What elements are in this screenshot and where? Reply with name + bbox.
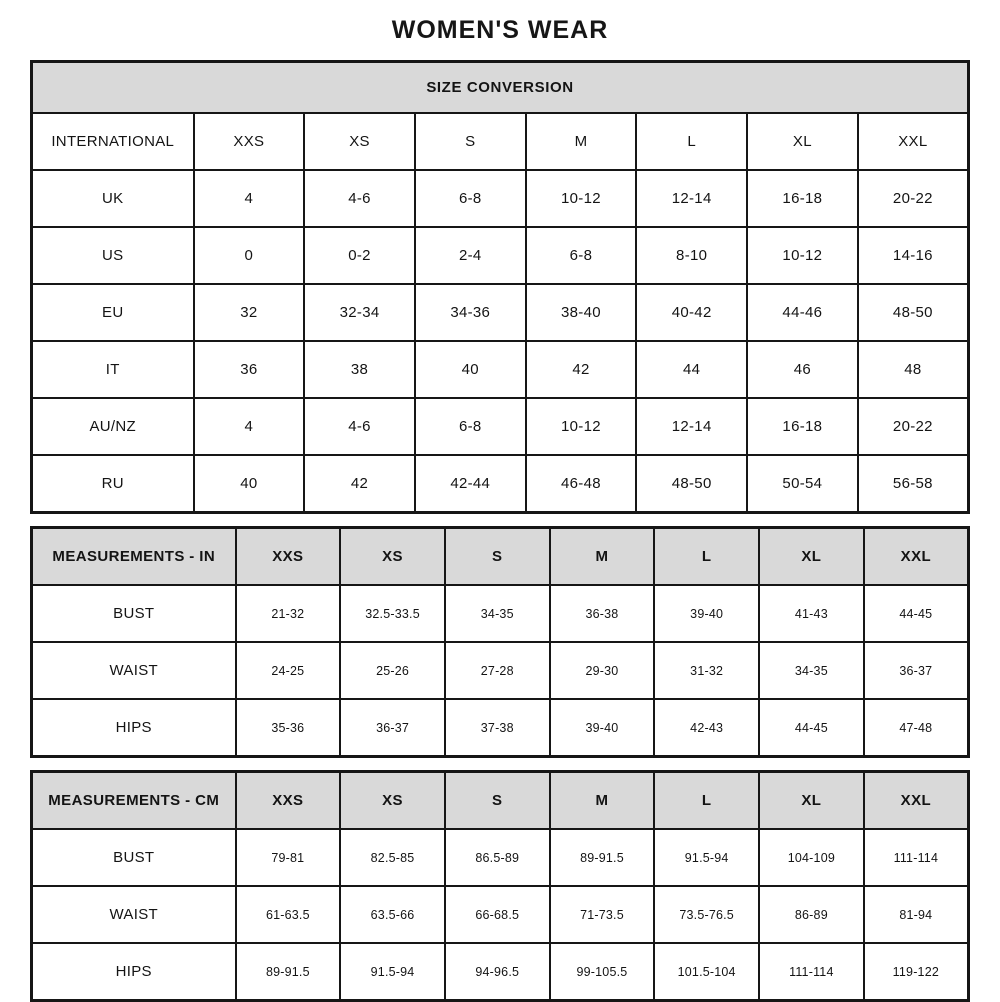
size-value-cell: 12-14: [636, 170, 747, 227]
size-conversion-data-row: [32, 398, 969, 455]
size-conversion-data-row: [32, 170, 969, 227]
size-value-cell: 40: [415, 341, 526, 398]
size-value-cell: 20-22: [858, 398, 969, 455]
measurement-value-cell: 61-63.5: [236, 886, 341, 943]
size-value-cell: 10-12: [747, 227, 858, 284]
measurement-value-cell: 82.5-85: [340, 829, 445, 886]
measurement-label: BUST: [32, 829, 236, 886]
measurement-value-cell: 24-25: [236, 642, 341, 699]
measurement-value-cell: 44-45: [759, 699, 864, 757]
measurement-value-cell: 99-105.5: [550, 943, 655, 1001]
size-column-header: L: [654, 772, 759, 830]
measurement-value-cell: 89-91.5: [236, 943, 341, 1001]
measurement-value-cell: 79-81: [236, 829, 341, 886]
measurement-value-cell: 21-32: [236, 585, 341, 642]
size-column-header: S: [415, 113, 526, 170]
measurements-in-data-row: [32, 699, 969, 757]
measurement-value-cell: 37-38: [445, 699, 550, 757]
size-column-header: XXL: [864, 772, 969, 830]
region-label: RU: [32, 455, 194, 513]
measurement-value-cell: 86.5-89: [445, 829, 550, 886]
size-column-header: XL: [747, 113, 858, 170]
size-value-cell: 44-46: [747, 284, 858, 341]
measurements-in-data-row: [32, 642, 969, 699]
measurement-value-cell: 47-48: [864, 699, 969, 757]
size-value-cell: 34-36: [415, 284, 526, 341]
measurement-value-cell: 31-32: [654, 642, 759, 699]
size-value-cell: 44: [636, 341, 747, 398]
size-value-cell: 6-8: [526, 227, 637, 284]
measurement-value-cell: 34-35: [445, 585, 550, 642]
size-column-header: XS: [304, 113, 415, 170]
size-conversion-title: SIZE CONVERSION: [32, 62, 969, 114]
measurement-value-cell: 94-96.5: [445, 943, 550, 1001]
size-value-cell: 4: [194, 398, 305, 455]
size-column-header: XXS: [236, 772, 341, 830]
size-column-header: L: [636, 113, 747, 170]
size-conversion-data-row: [32, 227, 969, 284]
measurement-value-cell: 101.5-104: [654, 943, 759, 1001]
size-value-cell: 48-50: [636, 455, 747, 513]
measurement-value-cell: 71-73.5: [550, 886, 655, 943]
measurement-value-cell: 63.5-66: [340, 886, 445, 943]
size-conversion-table: [30, 60, 970, 514]
measurement-value-cell: 36-37: [340, 699, 445, 757]
size-column-header: XL: [759, 528, 864, 586]
measurement-value-cell: 44-45: [864, 585, 969, 642]
measurements-in-data-row: [32, 585, 969, 642]
size-value-cell: 16-18: [747, 170, 858, 227]
size-conversion-header-row: [32, 62, 969, 114]
measurements-cm-data-row: [32, 943, 969, 1001]
measurement-value-cell: 36-38: [550, 585, 655, 642]
size-conversion-data-row: [32, 455, 969, 513]
size-value-cell: 10-12: [526, 170, 637, 227]
size-column-header: XXL: [858, 113, 969, 170]
size-value-cell: 14-16: [858, 227, 969, 284]
measurements-cm-data-row: [32, 886, 969, 943]
measurement-value-cell: 91.5-94: [654, 829, 759, 886]
size-column-header: L: [654, 528, 759, 586]
size-value-cell: 40: [194, 455, 305, 513]
measurements-title: MEASUREMENTS - IN: [32, 528, 236, 586]
measurement-label: WAIST: [32, 886, 236, 943]
measurements-title: MEASUREMENTS - CM: [32, 772, 236, 830]
size-value-cell: 12-14: [636, 398, 747, 455]
size-value-cell: 16-18: [747, 398, 858, 455]
measurement-label: WAIST: [32, 642, 236, 699]
size-value-cell: 46-48: [526, 455, 637, 513]
measurement-value-cell: 27-28: [445, 642, 550, 699]
size-value-cell: 0-2: [304, 227, 415, 284]
measurement-value-cell: 104-109: [759, 829, 864, 886]
measurement-value-cell: 91.5-94: [340, 943, 445, 1001]
size-value-cell: 4: [194, 170, 305, 227]
size-conversion-data-row: [32, 284, 969, 341]
size-column-header: XL: [759, 772, 864, 830]
measurements-cm-body: [32, 772, 969, 1001]
size-column-header: XXS: [236, 528, 341, 586]
size-value-cell: 48-50: [858, 284, 969, 341]
measurement-value-cell: 39-40: [654, 585, 759, 642]
measurement-value-cell: 29-30: [550, 642, 655, 699]
measurement-value-cell: 35-36: [236, 699, 341, 757]
measurement-value-cell: 34-35: [759, 642, 864, 699]
size-conversion-columns-row: [32, 113, 969, 170]
size-column-header: XXL: [864, 528, 969, 586]
size-value-cell: 36: [194, 341, 305, 398]
size-value-cell: 42-44: [415, 455, 526, 513]
size-value-cell: 40-42: [636, 284, 747, 341]
measurements-cm-table: [30, 770, 970, 1002]
size-value-cell: 20-22: [858, 170, 969, 227]
measurement-value-cell: 119-122: [864, 943, 969, 1001]
measurement-value-cell: 32.5-33.5: [340, 585, 445, 642]
size-column-header: M: [550, 772, 655, 830]
measurement-value-cell: 39-40: [550, 699, 655, 757]
size-value-cell: 38-40: [526, 284, 637, 341]
size-value-cell: 4-6: [304, 170, 415, 227]
region-label: US: [32, 227, 194, 284]
size-value-cell: 42: [304, 455, 415, 513]
size-value-cell: 4-6: [304, 398, 415, 455]
size-value-cell: 32: [194, 284, 305, 341]
measurement-value-cell: 36-37: [864, 642, 969, 699]
size-column-header: S: [445, 772, 550, 830]
measurement-value-cell: 111-114: [864, 829, 969, 886]
region-label: AU/NZ: [32, 398, 194, 455]
size-conversion-body: [32, 62, 969, 513]
size-value-cell: 56-58: [858, 455, 969, 513]
size-value-cell: 42: [526, 341, 637, 398]
measurements-in-header-row: [32, 528, 969, 586]
size-column-header: XS: [340, 772, 445, 830]
size-value-cell: 0: [194, 227, 305, 284]
measurements-cm-header-row: [32, 772, 969, 830]
size-value-cell: 8-10: [636, 227, 747, 284]
measurement-value-cell: 73.5-76.5: [654, 886, 759, 943]
region-label: EU: [32, 284, 194, 341]
size-value-cell: 48: [858, 341, 969, 398]
measurement-label: BUST: [32, 585, 236, 642]
measurement-value-cell: 42-43: [654, 699, 759, 757]
size-value-cell: 38: [304, 341, 415, 398]
size-value-cell: 6-8: [415, 398, 526, 455]
measurement-value-cell: 89-91.5: [550, 829, 655, 886]
measurement-value-cell: 111-114: [759, 943, 864, 1001]
size-column-header: M: [550, 528, 655, 586]
measurement-value-cell: 25-26: [340, 642, 445, 699]
measurement-value-cell: 81-94: [864, 886, 969, 943]
size-value-cell: 6-8: [415, 170, 526, 227]
page-title: WOMEN'S WEAR: [391, 16, 609, 44]
row-label-column-header: INTERNATIONAL: [32, 113, 194, 170]
size-value-cell: 2-4: [415, 227, 526, 284]
measurement-value-cell: 41-43: [759, 585, 864, 642]
size-column-header: M: [526, 113, 637, 170]
measurements-in-table: [30, 526, 970, 758]
size-column-header: XXS: [194, 113, 305, 170]
size-column-header: XS: [340, 528, 445, 586]
measurement-value-cell: 66-68.5: [445, 886, 550, 943]
region-label: IT: [32, 341, 194, 398]
size-value-cell: 46: [747, 341, 858, 398]
size-conversion-data-row: [32, 341, 969, 398]
size-value-cell: 50-54: [747, 455, 858, 513]
measurement-label: HIPS: [32, 943, 236, 1001]
measurements-in-body: [32, 528, 969, 757]
measurement-value-cell: 86-89: [759, 886, 864, 943]
size-column-header: S: [445, 528, 550, 586]
measurement-label: HIPS: [32, 699, 236, 757]
region-label: UK: [32, 170, 194, 227]
size-value-cell: 32-34: [304, 284, 415, 341]
measurements-cm-data-row: [32, 829, 969, 886]
size-value-cell: 10-12: [526, 398, 637, 455]
